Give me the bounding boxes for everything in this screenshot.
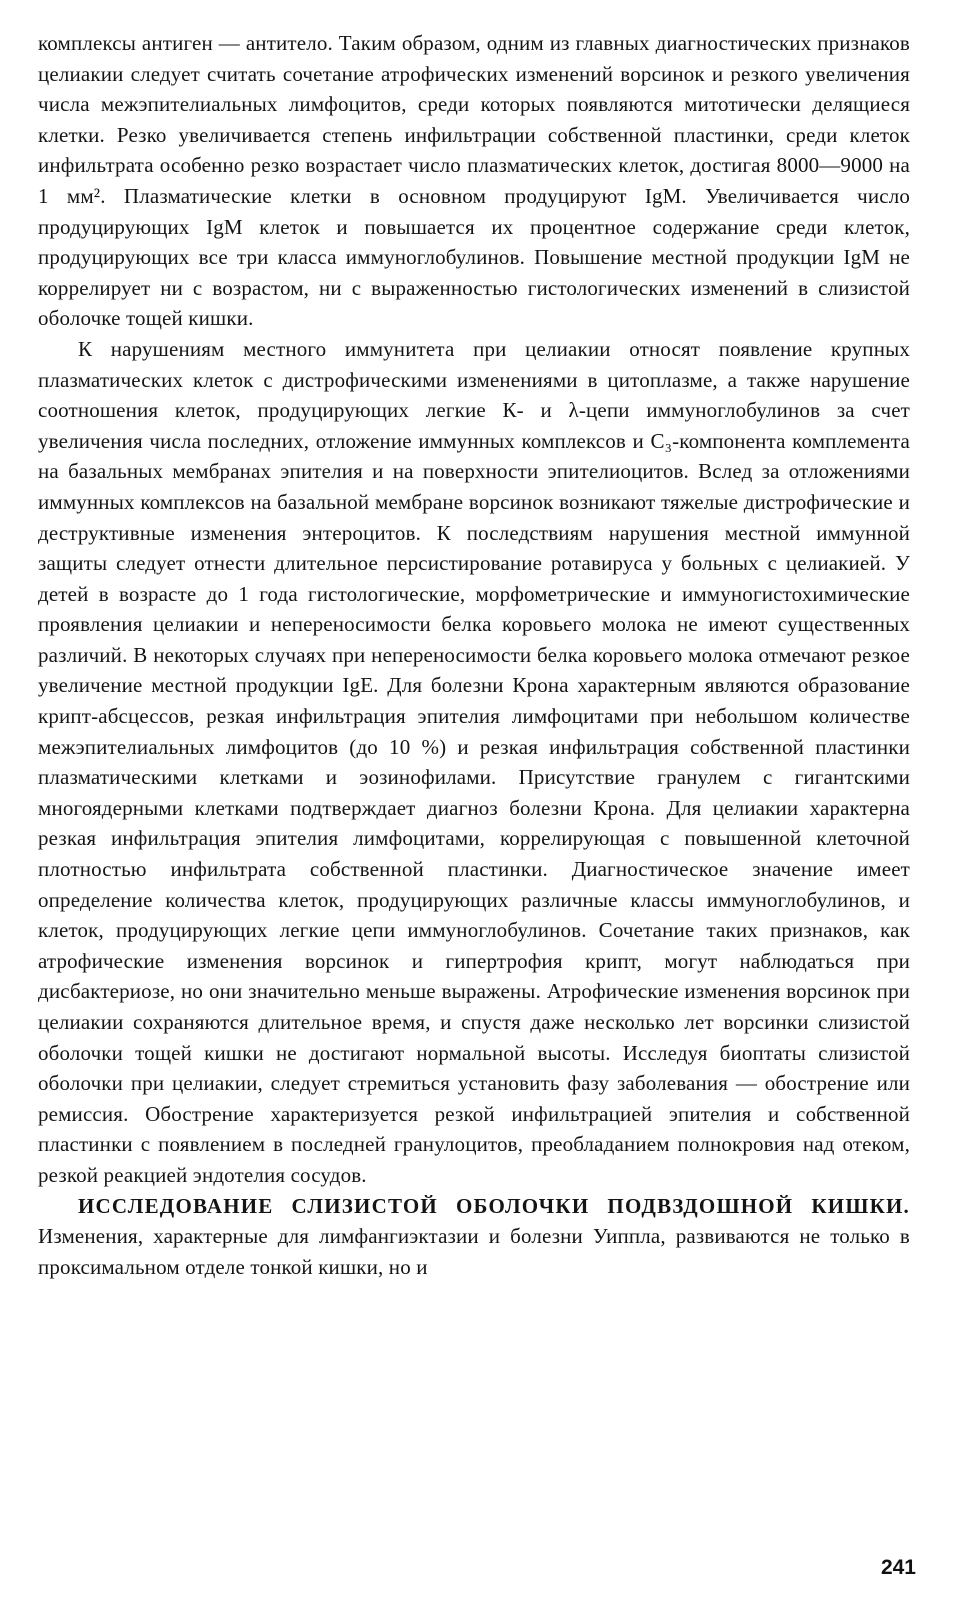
section-heading: ИССЛЕДОВАНИЕ СЛИЗИСТОЙ ОБОЛОЧКИ ПОДВЗДОШНОЙ КИШКИ. [78, 1193, 910, 1218]
section-ileum [38, 1191, 910, 1283]
page-number: 241 [880, 1556, 916, 1579]
section-text: Изменения, характерные для лимфангиэктазии и болезни Уиппла, развиваются не только в проксимальном отделе тонкой кишки, но и [38, 1224, 910, 1279]
paragraph-local-immunity: К нарушениям местного иммунитета при целиакии относят появление крупных плазматических клеток с дистрофическими изменениями в цитоплазме, а также нарушение соотношения клеток, продуцирующих легкие К- и λ-цепи иммуноглобулинов за счет увеличения числа последних, отложение иммунных комплексов и C₃-компонента комплемента на базальных мембранах эпителия и на поверхности эпителиоцитов. Вслед за отложениями иммунных комплексов на базальной мембране ворсинок возникают тяжелые дистрофические и деструктивные изменения энтероцитов. К последствиям нарушения местной иммунной защиты следует отнести длительное персистирование ротавируса у больных с целиакией. У детей в возрасте до 1 года гистологические, морфометрические и иммуногистохимические проявления целиакии и непереносимости белка коровьего молока не имеют существенных различий. В некоторых случаях при непереносимости белка коровьего молока отмечают резкое увеличение местной продукции IgE. Для болезни Крона характерным являются образование крипт-абсцессов, резкая инфильтрация эпителия лимфоцитами при небольшом количестве межэпителиальных лимфоцитов (до 10 %) и резкая инфильтрация собственной пластинки плазматическими клетками и эозинофилами. Присутствие гранулем с гигантскими многоядерными клетками подтверждает диагноз болезни Крона. Для целиакии характерна резкая инфильтрация эпителия лимфоцитами, коррелирующая с повышенной клеточной плотностью инфильтрата собственной пластинки. Диагностическое значение имеет определение количества клеток, продуцирующих различные классы иммуноглобулинов, и клеток, продуцирующих легкие цепи иммуноглобулинов. Сочетание таких признаков, как атрофические изменения ворсинок и гипертрофия крипт, могут наблюдаться при дисбактериозе, но они значительно меньше выражены. Атрофические изменения ворсинок при целиакии сохраняются длительное время, и спустя даже несколько лет ворсинки слизистой оболочки тощей кишки не достигают нормальной высоты. Исследуя биоптаты слизистой оболочки при целиакии, следует стремиться установить фазу заболевания — обострение или ремиссия. Обострение характеризуется резкой инфильтрацией эпителия и собственной пластинки с появлением в последней гранулоцитов, преобладанием полнокровия над отеком, резкой реакцией эндотелия сосудов. [38, 336, 910, 1187]
book-page [38, 28, 910, 1282]
paragraph-celiac-diagnosis: комплексы антиген — антитело. Таким образом, одним из главных диагностических признаков целиакии следует считать сочетание атрофических изменений ворсинок и резкого увеличения числа межэпителиальных лимфоцитов, среди которых появляются митотически делящиеся клетки. Резко увеличивается степень инфильтрации собственной пластинки, среди клеток инфильтрата особенно резко возрастает число плазматических клеток, достигая 8000—9000 на 1 мм². Плазматические клетки в основном продуцируют IgM. Увеличивается число продуцирующих IgM клеток и повышается их процентное содержание среди клеток, продуцирующих все три класса иммуноглобулинов. Повышение местной продукции IgM не коррелирует ни с возрастом, ни с выраженностью гистологических изменений в слизистой оболочке тощей кишки. [38, 31, 910, 331]
